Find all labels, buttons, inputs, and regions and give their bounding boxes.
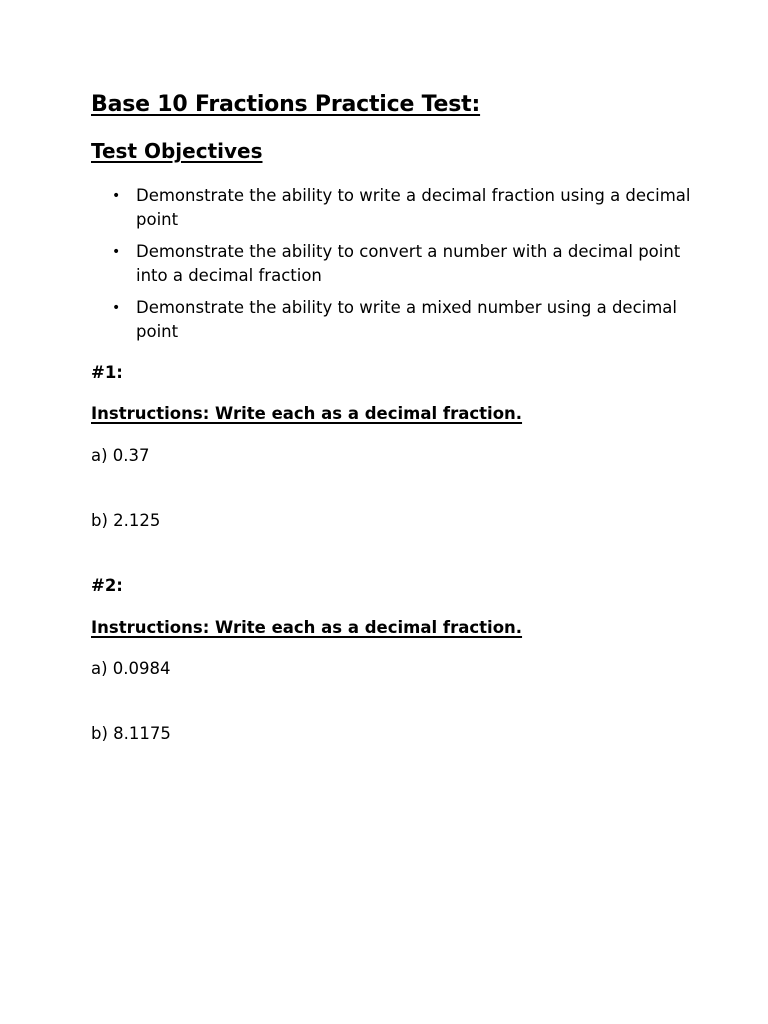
bullet-icon: • bbox=[112, 188, 121, 204]
page-title: Base 10 Fractions Practice Test: bbox=[91, 92, 481, 117]
problem-1-item-a: a) 0.37 bbox=[91, 446, 150, 465]
list-item bbox=[91, 296, 691, 344]
bullet-icon: • bbox=[112, 244, 121, 260]
problem-2-item-a: a) 0.0984 bbox=[91, 659, 171, 678]
problem-2-item-b: b) 8.1175 bbox=[91, 724, 171, 743]
objective-text: Demonstrate the ability to write a decimal fraction using a decimal point bbox=[136, 186, 691, 229]
bullet-icon: • bbox=[112, 300, 121, 316]
objective-text: Demonstrate the ability to convert a number with a decimal point into a decimal fraction bbox=[136, 242, 681, 285]
section-heading-objectives: Test Objectives bbox=[91, 139, 263, 163]
problem-2-instructions: Instructions: Write each as a decimal fraction. bbox=[91, 618, 523, 637]
list-item bbox=[91, 184, 691, 232]
problem-1-item-b: b) 2.125 bbox=[91, 511, 161, 530]
objective-text: Demonstrate the ability to write a mixed number using a decimal point bbox=[136, 298, 677, 341]
problem-1-instructions: Instructions: Write each as a decimal fraction. bbox=[91, 404, 523, 423]
objectives-list bbox=[91, 184, 691, 344]
list-item bbox=[91, 240, 691, 288]
problem-number-2: #2: bbox=[91, 576, 123, 595]
problem-number-1: #1: bbox=[91, 363, 123, 382]
